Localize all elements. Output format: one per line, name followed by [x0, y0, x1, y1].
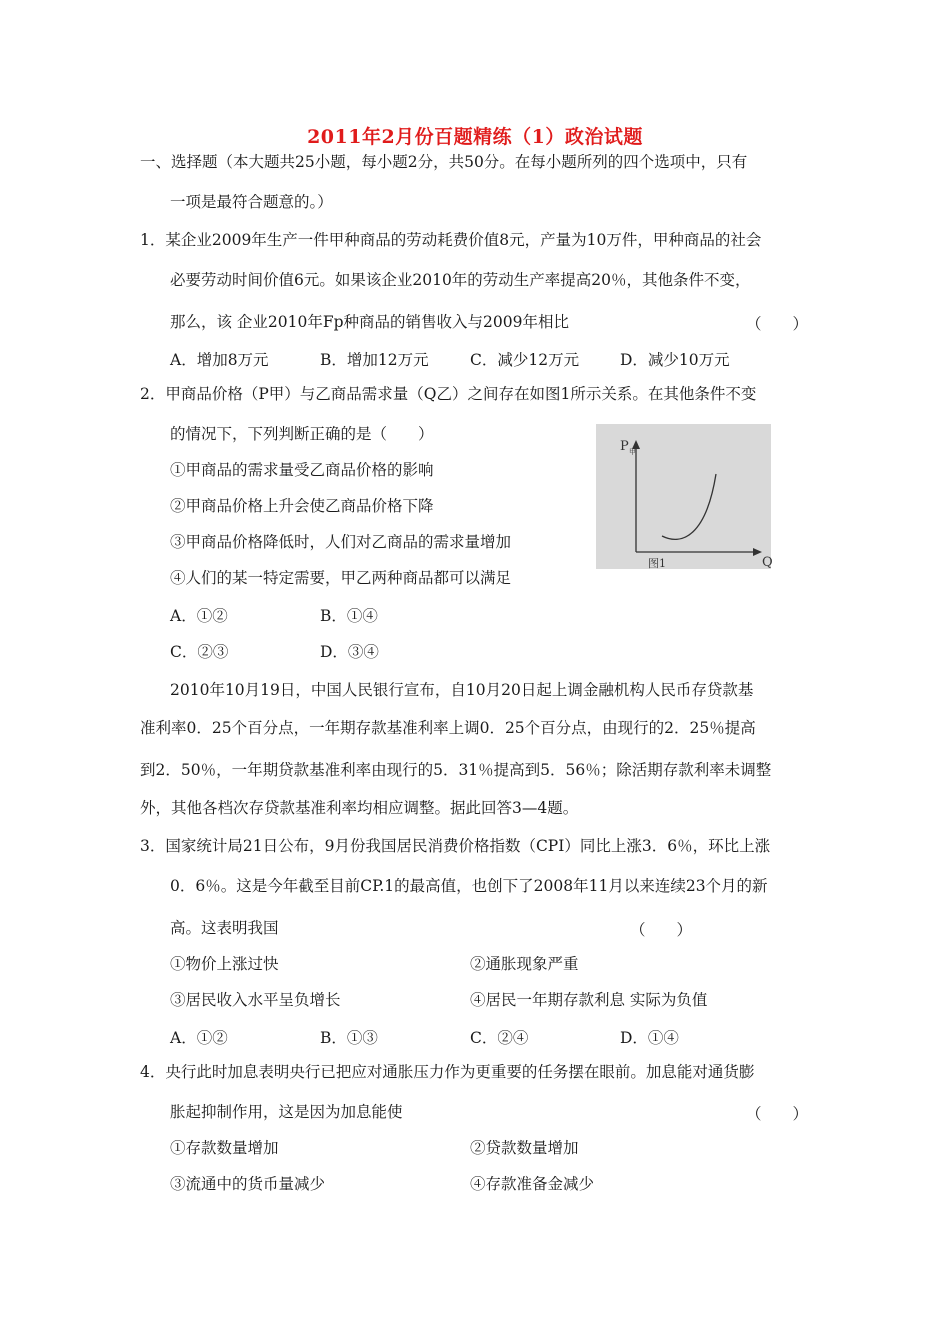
q2-statement-1: ①甲商品的需求量受乙商品价格的影响 — [170, 461, 434, 479]
q3-stem-line3: 高。这表明我国 — [170, 919, 279, 937]
q4-statement-4: ④存款准备金减少 — [470, 1175, 595, 1193]
q3-stem-line2: 0．6％。这是今年截至目前CP.1的最高值，也创下了2008年11月以来连续23个月的新 — [170, 877, 768, 895]
passage-line1: 2010年10月19日，中国人民银行宣布，自10月20日起上调金融机构人民币存贷款基 — [170, 681, 754, 699]
figure-caption: 图1 — [648, 557, 666, 570]
y-axis-label: P — [620, 439, 629, 454]
q1-option-a: A．增加8万元 — [170, 351, 269, 369]
q2-statement-3: ③甲商品价格降低时，人们对乙商品的需求量增加 — [170, 533, 512, 551]
q3-option-a: A．①② — [170, 1029, 228, 1047]
q4-answer-blank: （ ） — [746, 1105, 809, 1123]
passage-line2: 准利率0．25个百分点，一年期存款基准利率上调0．25个百分点，由现行的2．25％提高 — [140, 719, 756, 737]
q4-statement-1: ①存款数量增加 — [170, 1139, 279, 1157]
section-heading: 一、选择题（本大题共25小题，每小题2分，共50分。在每小题所列的四个选项中，只有 — [140, 153, 748, 171]
q4-statement-3: ③流通中的货币量减少 — [170, 1175, 326, 1193]
q1-option-b: B．增加12万元 — [320, 351, 429, 369]
q2-stem-line1: 2．甲商品价格（P甲）与乙商品需求量（Q乙）之间存在如图1所示关系。在其他条件不变 — [140, 385, 757, 403]
q3-option-d: D．①④ — [620, 1029, 679, 1047]
q3-stem-line1: 3．国家统计局21日公布，9月份我国居民消费价格指数（CPI）同比上涨3．6％，环比上涨 — [140, 837, 771, 855]
q1-stem-line1: 1．某企业2009年生产一件甲种商品的劳动耗费价值8元，产量为10万件，甲种商品的社会 — [140, 231, 762, 249]
q2-option-c: C．②③ — [170, 643, 229, 661]
passage-line3: 到2．50％，一年期贷款基准利率由现行的5．31％提高到5．56％；除活期存款利率未调整 — [140, 761, 772, 779]
figure-1-graph — [596, 424, 771, 569]
q3-statement-3: ③居民收入水平呈负增长 — [170, 991, 341, 1009]
q1-option-d: D．减少10万元 — [620, 351, 730, 369]
passage-line4: 外，其他各档次存贷款基准利率均相应调整。据此回答3—4题。 — [140, 799, 579, 817]
q4-stem-line2: 胀起抑制作用，这是因为加息能使 — [170, 1103, 403, 1121]
q3-statement-4: ④居民一年期存款利息 实际为负值 — [470, 991, 708, 1009]
x-axis-label: Q — [762, 555, 773, 570]
q1-stem-line2: 必要劳动时间价值6元。如果该企业2010年的劳动生产率提高20％，其他条件不变， — [170, 271, 751, 289]
demand-curve — [662, 474, 716, 539]
x-axis-arrow — [753, 548, 762, 556]
q2-statement-2: ②甲商品价格上升会使乙商品价格下降 — [170, 497, 434, 515]
q1-option-c: C．减少12万元 — [470, 351, 580, 369]
q3-statement-2: ②通胀现象严重 — [470, 955, 579, 973]
q1-answer-blank: （ ） — [746, 315, 809, 333]
q4-statement-2: ②贷款数量增加 — [470, 1139, 579, 1157]
q2-option-d: D．③④ — [320, 643, 379, 661]
q2-option-a: A．①② — [170, 607, 228, 625]
q3-option-c: C．②④ — [470, 1029, 529, 1047]
q3-answer-blank: （ ） — [630, 921, 693, 939]
page-title: 2011年2月份百题精练（1）政治试题 — [307, 126, 643, 148]
q3-option-b: B．①③ — [320, 1029, 378, 1047]
q4-stem-line1: 4．央行此时加息表明央行已把应对通胀压力作为更重要的任务摆在眼前。加息能对通货膨 — [140, 1063, 755, 1081]
q3-statement-1: ①物价上涨过快 — [170, 955, 279, 973]
q2-option-b: B．①④ — [320, 607, 378, 625]
section-heading-cont: 一项是最符合题意的。） — [170, 193, 333, 211]
y-axis-subscript: 甲 — [629, 448, 636, 456]
q2-stem-line2: 的情况下，下列判断正确的是（ ） — [170, 425, 434, 443]
figure-1 — [596, 424, 771, 569]
q2-statement-4: ④人们的某一特定需要，甲乙两种商品都可以满足 — [170, 569, 512, 587]
q1-stem-line3: 那么，该 企业2010年Fp种商品的销售收入与2009年相比 — [170, 313, 569, 331]
